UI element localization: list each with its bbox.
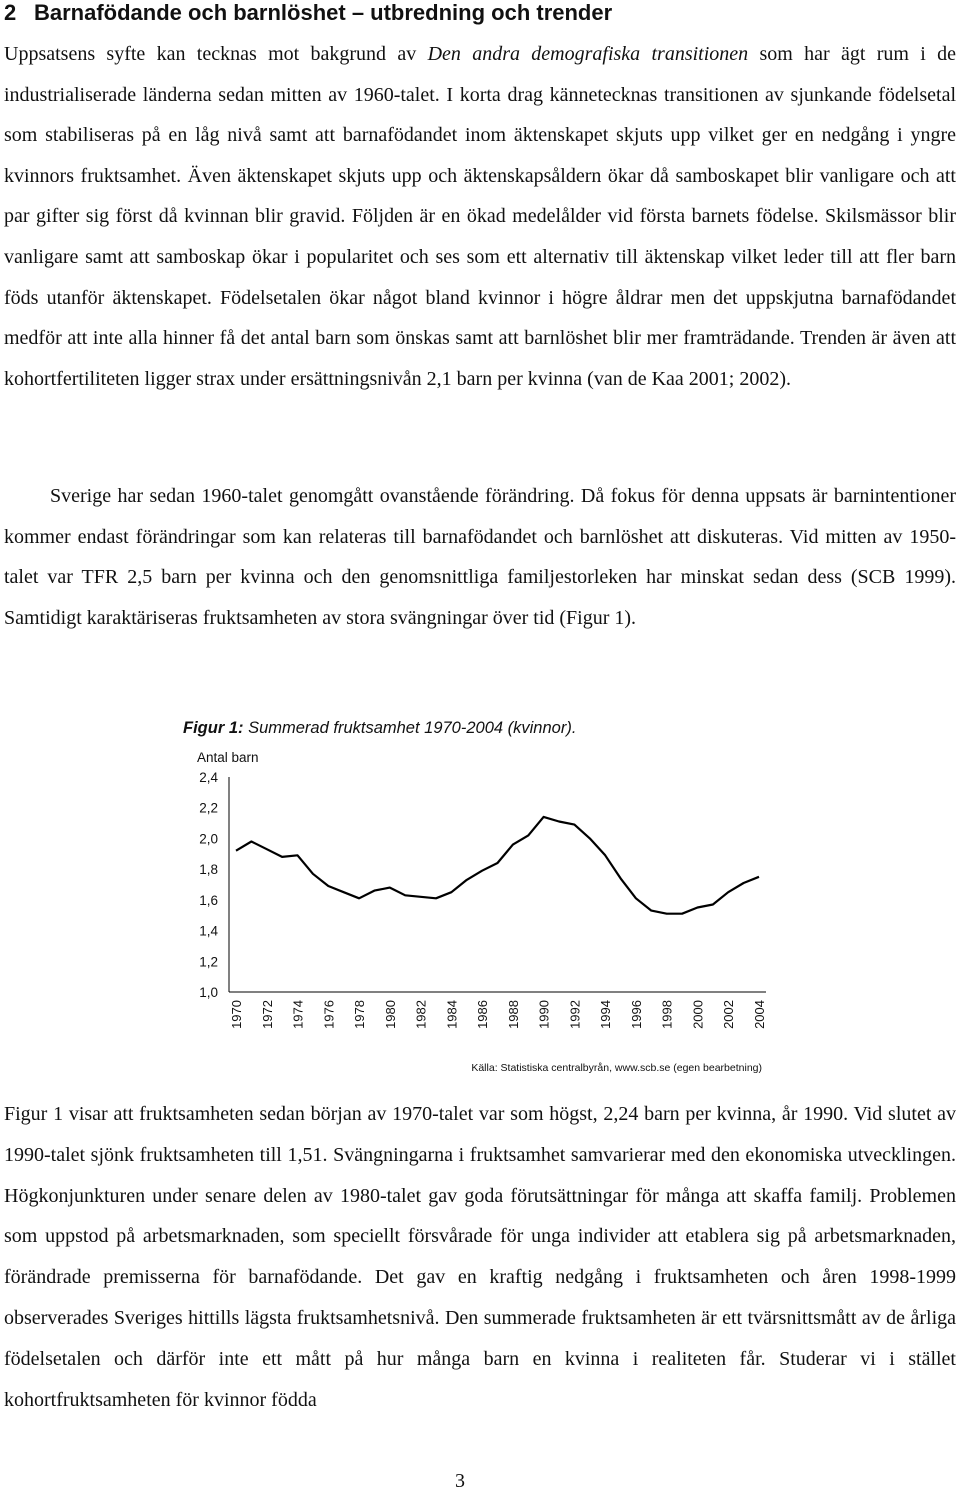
x-tick-label: 1998 xyxy=(659,1000,675,1029)
x-tick-label: 1988 xyxy=(505,1000,521,1029)
y-tick-label: 1,6 xyxy=(199,892,218,908)
x-tick-label: 1982 xyxy=(413,1000,429,1029)
x-tick-label: 1970 xyxy=(229,1000,244,1029)
figure-caption-text: Summerad fruktsamhet 1970-2004 (kvinnor). xyxy=(243,719,577,737)
paragraph-intro-part-1: Uppsatsens syfte kan tecknas mot bakgrund av xyxy=(4,43,428,65)
x-tick-label: 2004 xyxy=(752,1000,767,1029)
x-tick-label: 1990 xyxy=(536,1000,552,1029)
y-tick-label: 2,2 xyxy=(199,800,218,816)
y-tick-label: 2,4 xyxy=(199,770,218,785)
figure-label: Figur 1: xyxy=(183,719,244,737)
section-number: 2 xyxy=(4,0,17,25)
x-tick-label: 1992 xyxy=(567,1000,583,1029)
y-tick-label: 1,8 xyxy=(199,862,218,878)
x-tick-label: 1974 xyxy=(290,1000,306,1029)
x-tick-label: 1978 xyxy=(352,1000,368,1029)
page-number: 3 xyxy=(455,1470,465,1492)
y-axis-label: Antal barn xyxy=(197,750,259,765)
x-tick-label: 1994 xyxy=(598,1000,614,1029)
y-tick-label: 1,0 xyxy=(199,985,218,1000)
x-tick-label: 1984 xyxy=(444,1000,460,1029)
x-tick-label: 1996 xyxy=(628,1000,644,1029)
x-tick-label: 2002 xyxy=(721,1000,737,1029)
y-tick-label: 1,2 xyxy=(199,954,218,970)
y-tick-label: 1,4 xyxy=(199,923,218,939)
tfr-series-line xyxy=(236,817,759,914)
chart-source-note: Källa: Statistiska centralbyrån, www.scb.se (egen bearbetning) xyxy=(471,1062,762,1074)
paragraph-intro-emphasis: Den andra demografiska transitionen xyxy=(427,43,749,65)
paragraph-sweden: Sverige har sedan 1960-talet genomgått ovanstående förändring. Då fokus för denna uppsats är barnintentioner kommer endast förändringar som kan relateras till barnafödandet och barnlöshet att diskuteras. Vid mitten av 1950-talet var TFR 2,5 barn per kvinna och den genomsnittliga familjestorleken har minskat sedan dess (SCB 1999). Samtidigt karaktäriseras fruktsamheten av stora svängningar över tid (Figur 1). xyxy=(4,485,956,629)
x-tick-label: 2000 xyxy=(690,1000,706,1029)
x-tick-label: 1980 xyxy=(382,1000,398,1029)
paragraph-intro-part-2: som har ägt rum i de industrialiserade länderna sedan mitten av 1960-talet. I korta drag kännetecknas transitionen av sjunkande födelsetal som stabiliseras på en låg nivå samt att barnafödandet inom äktenskapet skjuts upp vilket ger en nedgång i yngre kvinnors fruktsamhet. Även äktenskapet skjuts upp och äktenskapsåldern ökar då samboskapet blir vanligare och att par gifter sig först då kvinnan blir gravid. Följden är en ökad medelålder vid första barnets födelse. Skilsmässor blir vanligare samt att samboskap ökar i popularitet och ses som ett alternativ till äktenskap vilket leder till att fler barn föds utanför äktenskapet. Födelsetalen ökar något bland kvinnor i högre åldrar men det uppskjutna barnafödandet medför att inte alla hinner få det antal barn som önskas samt att barnlöshet blir mer framträdande. Trenden är även att kohortfertiliteten ligger strax under ersättningsnivån 2,1 barn per kvinna (van de Kaa 2001; 2002). xyxy=(4,43,956,390)
section-title: Barnafödande och barnlöshet – utbredning och trender xyxy=(34,0,613,25)
x-tick-label: 1976 xyxy=(321,1000,337,1029)
x-tick-label: 1986 xyxy=(475,1000,491,1029)
paragraph-figure-discussion: Figur 1 visar att fruktsamheten sedan början av 1970-talet var som högst, 2,24 barn per kvinna, år 1990. Vid slutet av 1990-talet sjönk fruktsamheten till 1,51. Svängningarna i fruktsamhet samvarierar med den ekonomiska utvecklingen. Högkonjunkturen under senare delen av 1980-talet gav goda förutsättningar för många att skaffa familj. Problemen som uppstod på arbetsmarknaden, som speciellt försvårade för unga individer att etablera sig på arbetsmarknaden, förändrade premisserna för barnafödande. Det gav en kraftig nedgång i fruktsamheten och åren 1998-1999 observerades Sveriges hittills lägsta fruktsamhetsnivå. Den summerade fruktsamheten är ett tvärsnittsmått av de årliga födelsetalen och därför inte ett mått på hur många barn en kvinna i realiteten får. Studerar vi i stället kohortfruktsamheten för kvinnor födda xyxy=(4,1103,956,1411)
y-tick-label: 2,0 xyxy=(199,831,218,847)
x-tick-label: 1972 xyxy=(259,1000,275,1029)
